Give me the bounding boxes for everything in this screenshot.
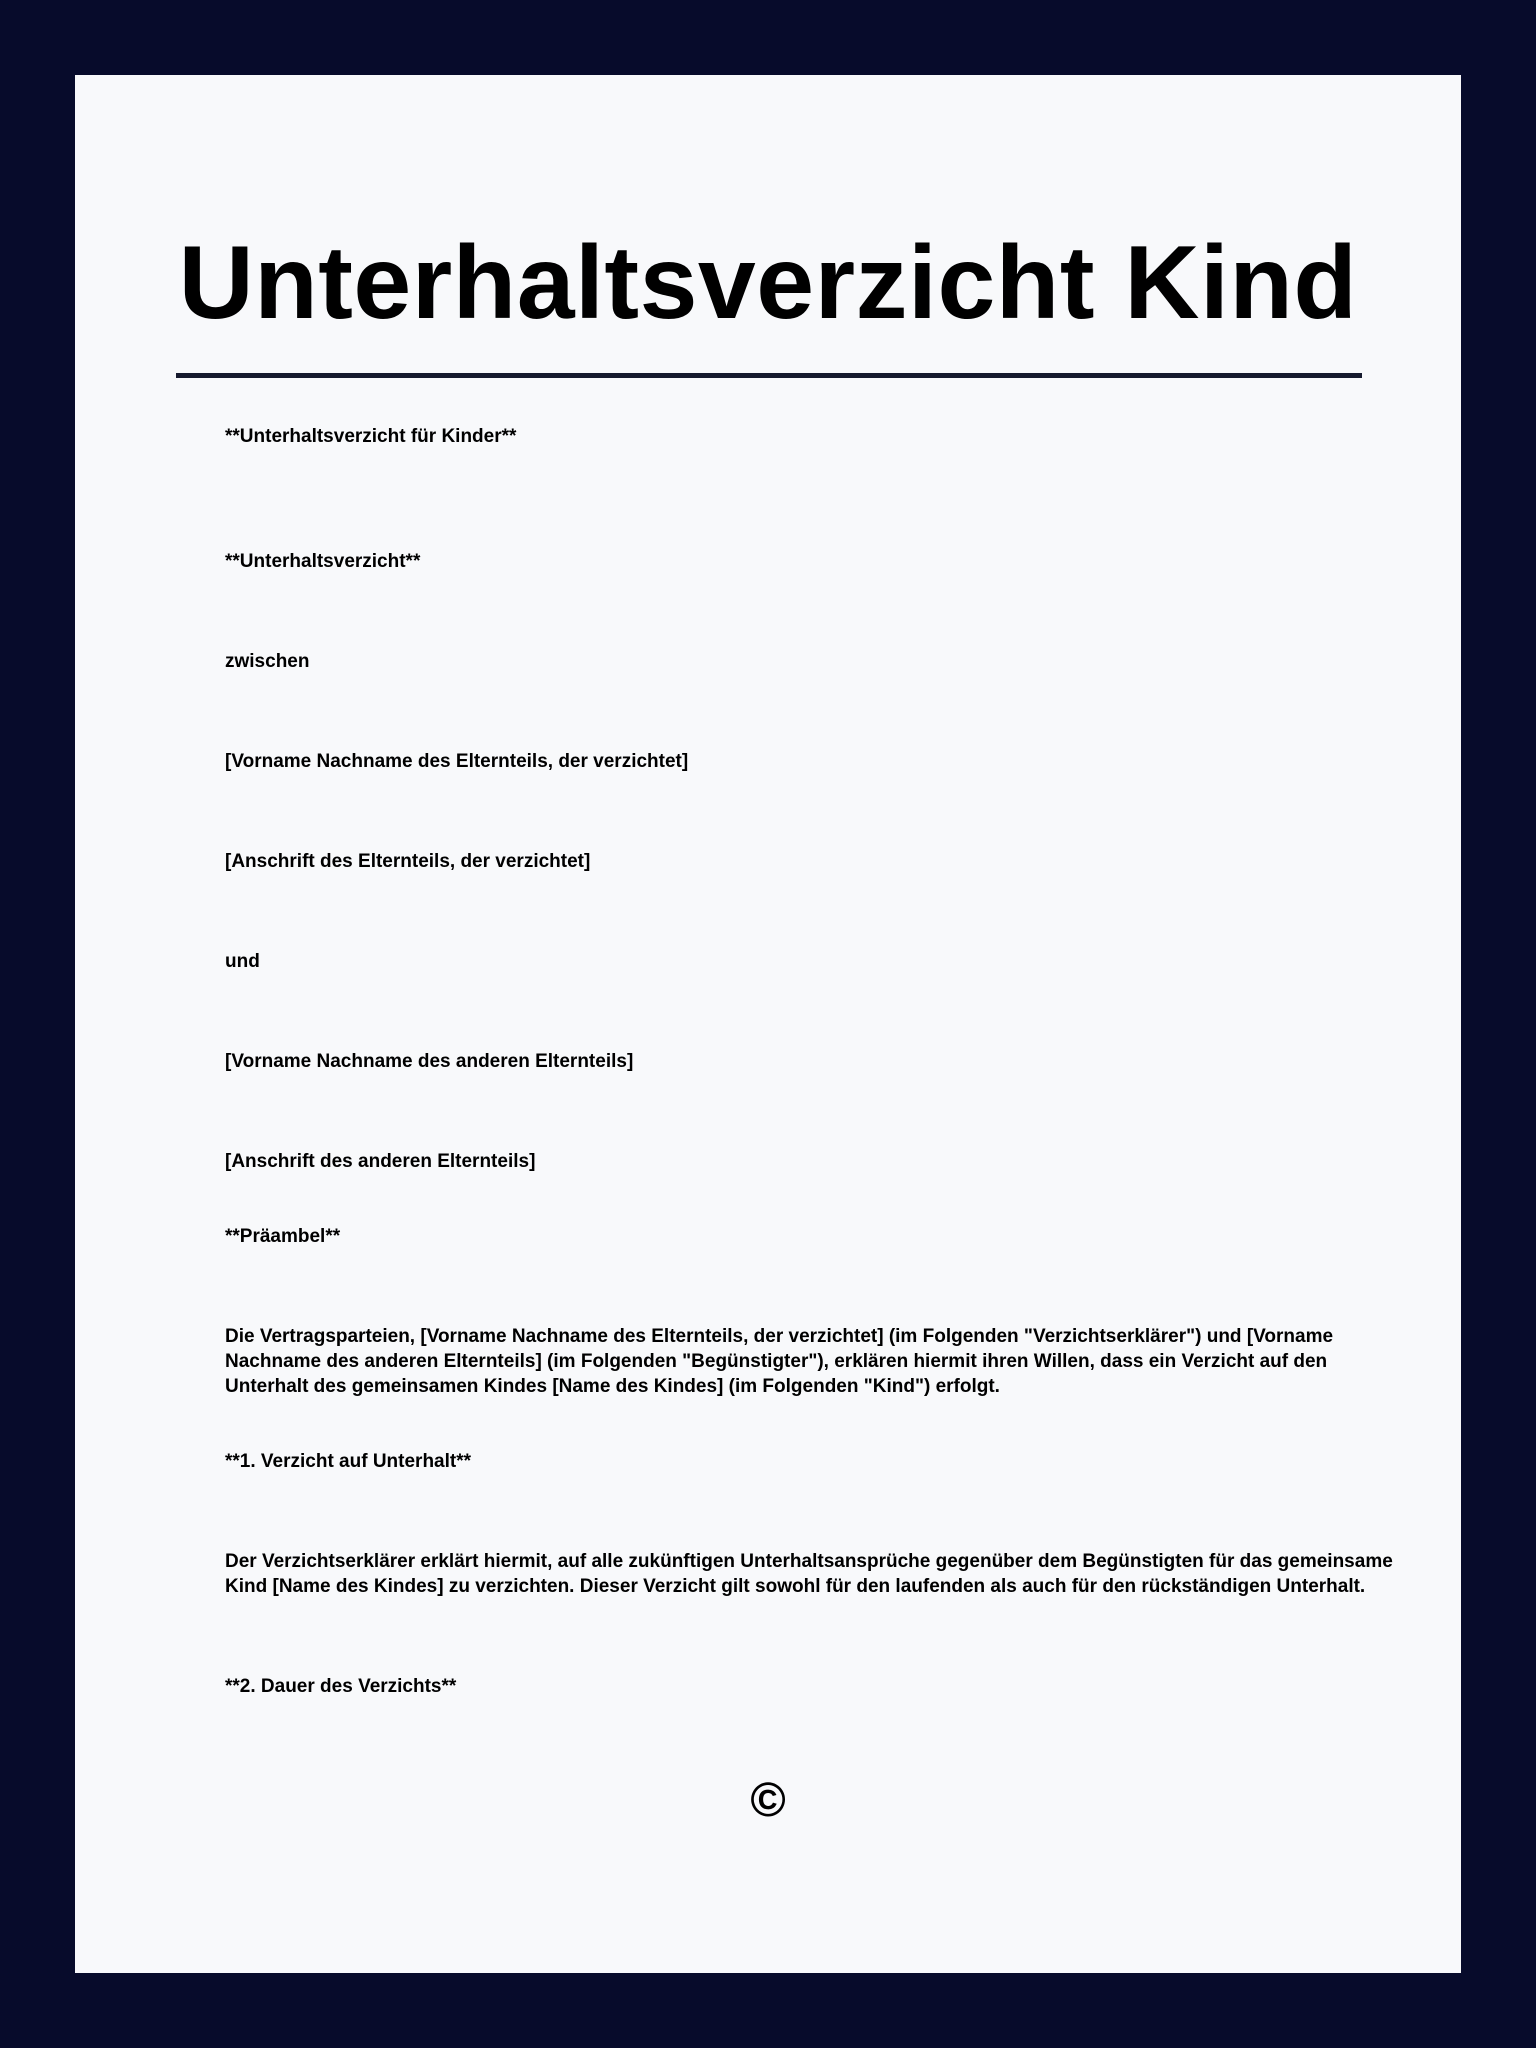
- heading-section-2: **2. Dauer des Verzichts**: [225, 1676, 457, 1697]
- document-page: [75, 75, 1461, 1973]
- party-one-address: [Anschrift des Elternteils, der verzichtet]: [225, 851, 591, 872]
- title-divider: [176, 373, 1362, 378]
- heading-praeambel: **Präambel**: [225, 1226, 341, 1247]
- party-one-name: [Vorname Nachname des Elternteils, der verzichtet]: [225, 751, 689, 772]
- text-und: und: [225, 951, 260, 972]
- document-title: Unterhaltsverzicht Kind: [178, 225, 1358, 341]
- heading-section-1: **1. Verzicht auf Unterhalt**: [225, 1451, 472, 1472]
- heading-unterhaltsverzicht-fuer-kinder: **Unterhaltsverzicht für Kinder**: [225, 426, 517, 447]
- heading-unterhaltsverzicht: **Unterhaltsverzicht**: [225, 551, 421, 572]
- party-two-address: [Anschrift des anderen Elternteils]: [225, 1151, 536, 1172]
- section-1-text: Der Verzichtserklärer erklärt hiermit, auf alle zukünftigen Unterhaltsansprüche gegenüber dem Begünstigten für das gemeinsame Kind [Name des Kindes] zu verzichten. Dieser Verzicht gilt sowohl für den laufenden als auch für den rückständigen Unterhalt.: [225, 1551, 1393, 1597]
- praeambel-text: Die Vertragsparteien, [Vorname Nachname des Elternteils, der verzichtet] (im Folgenden "Verzichtserklärer") und [Vorname Nachname des anderen Elternteils] (im Folgenden "Begünstigter"), erklären hiermit ihren Willen, dass ein Verzicht auf den Unterhalt des gemeinsamen Kindes [Name des Kindes] (im Folgenden "Kind") erfolgt.: [225, 1326, 1334, 1397]
- text-zwischen: zwischen: [225, 651, 310, 672]
- copyright-icon: ©: [750, 1774, 786, 1827]
- party-two-name: [Vorname Nachname des anderen Elternteils]: [225, 1051, 634, 1072]
